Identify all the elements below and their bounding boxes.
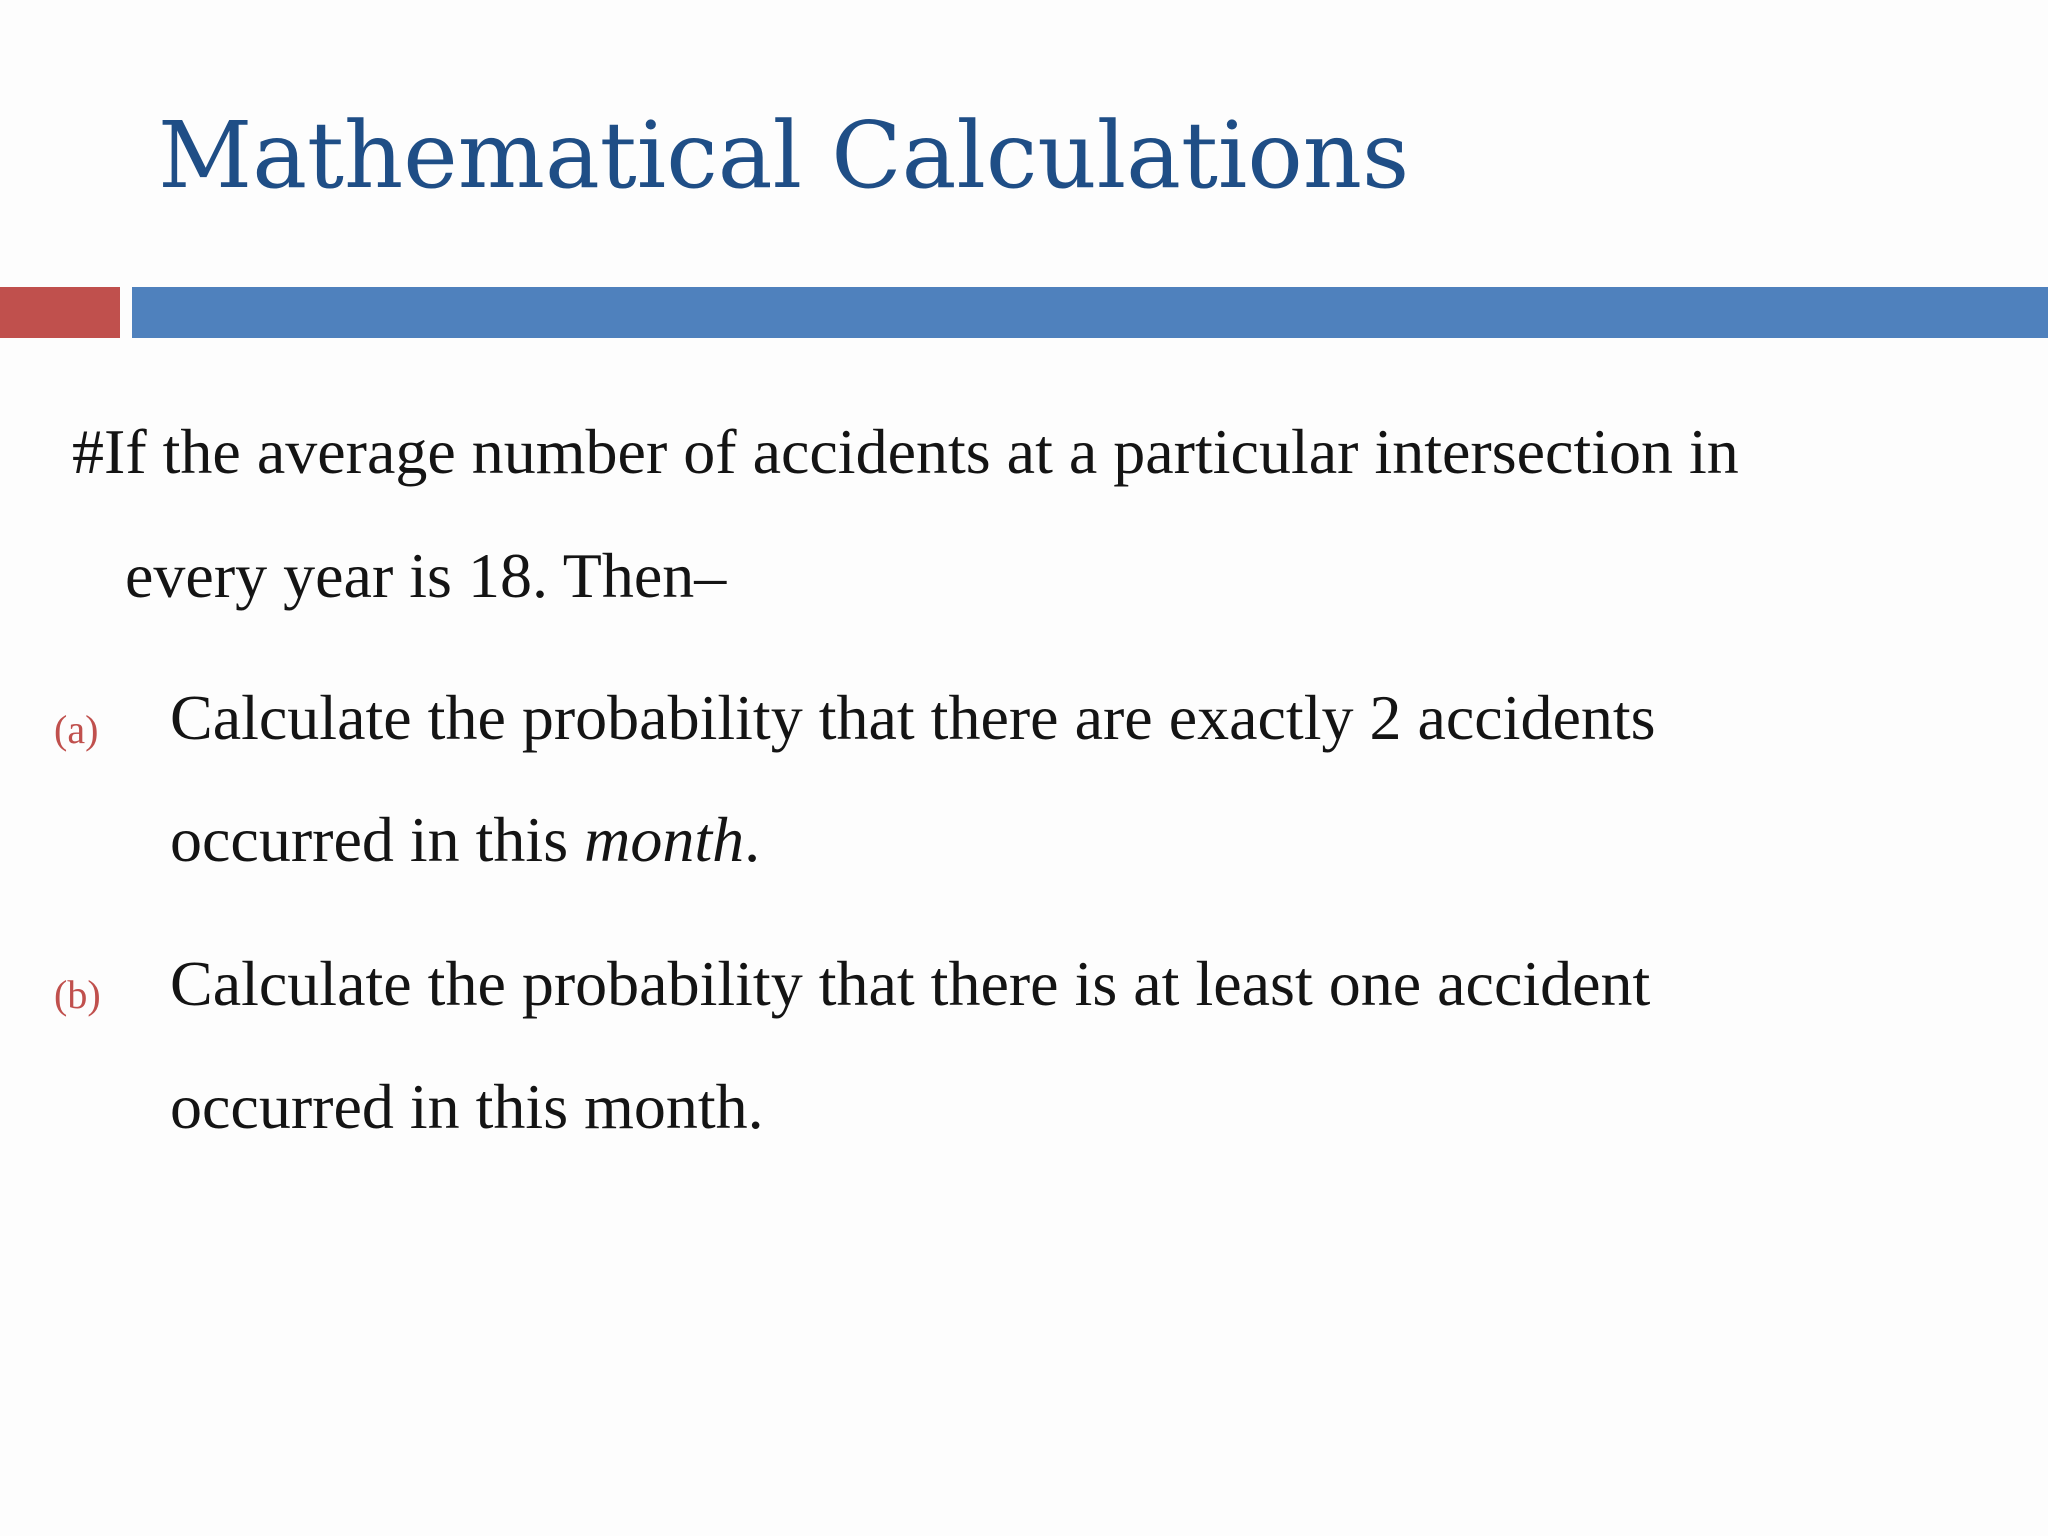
item-b-marker: (b) [54,972,101,1017]
item-a-line-2 [170,804,761,875]
item-a-marker: (a) [54,707,99,752]
item-a-line-2-suffix: . [744,804,761,875]
item-a-emphasis-word: month [584,804,745,875]
item-a-line-2-prefix: occurred in this [170,804,585,875]
slide-title: Mathematical Calculations [158,102,1410,209]
title-accent-blue-bar [132,287,2048,338]
item-b-line-2: occurred in this month. [170,1071,764,1142]
item-a-line-1: Calculate the probability that there are exactly 2 accidents [170,682,1656,753]
item-b-line-1: Calculate the probability that there is at least one accident [170,948,1651,1019]
intro-line-1: #If the average number of accidents at a particular intersection in [72,416,1739,487]
intro-line-2: every year is 18. Then– [125,540,727,611]
title-accent-red-bar [0,287,120,338]
